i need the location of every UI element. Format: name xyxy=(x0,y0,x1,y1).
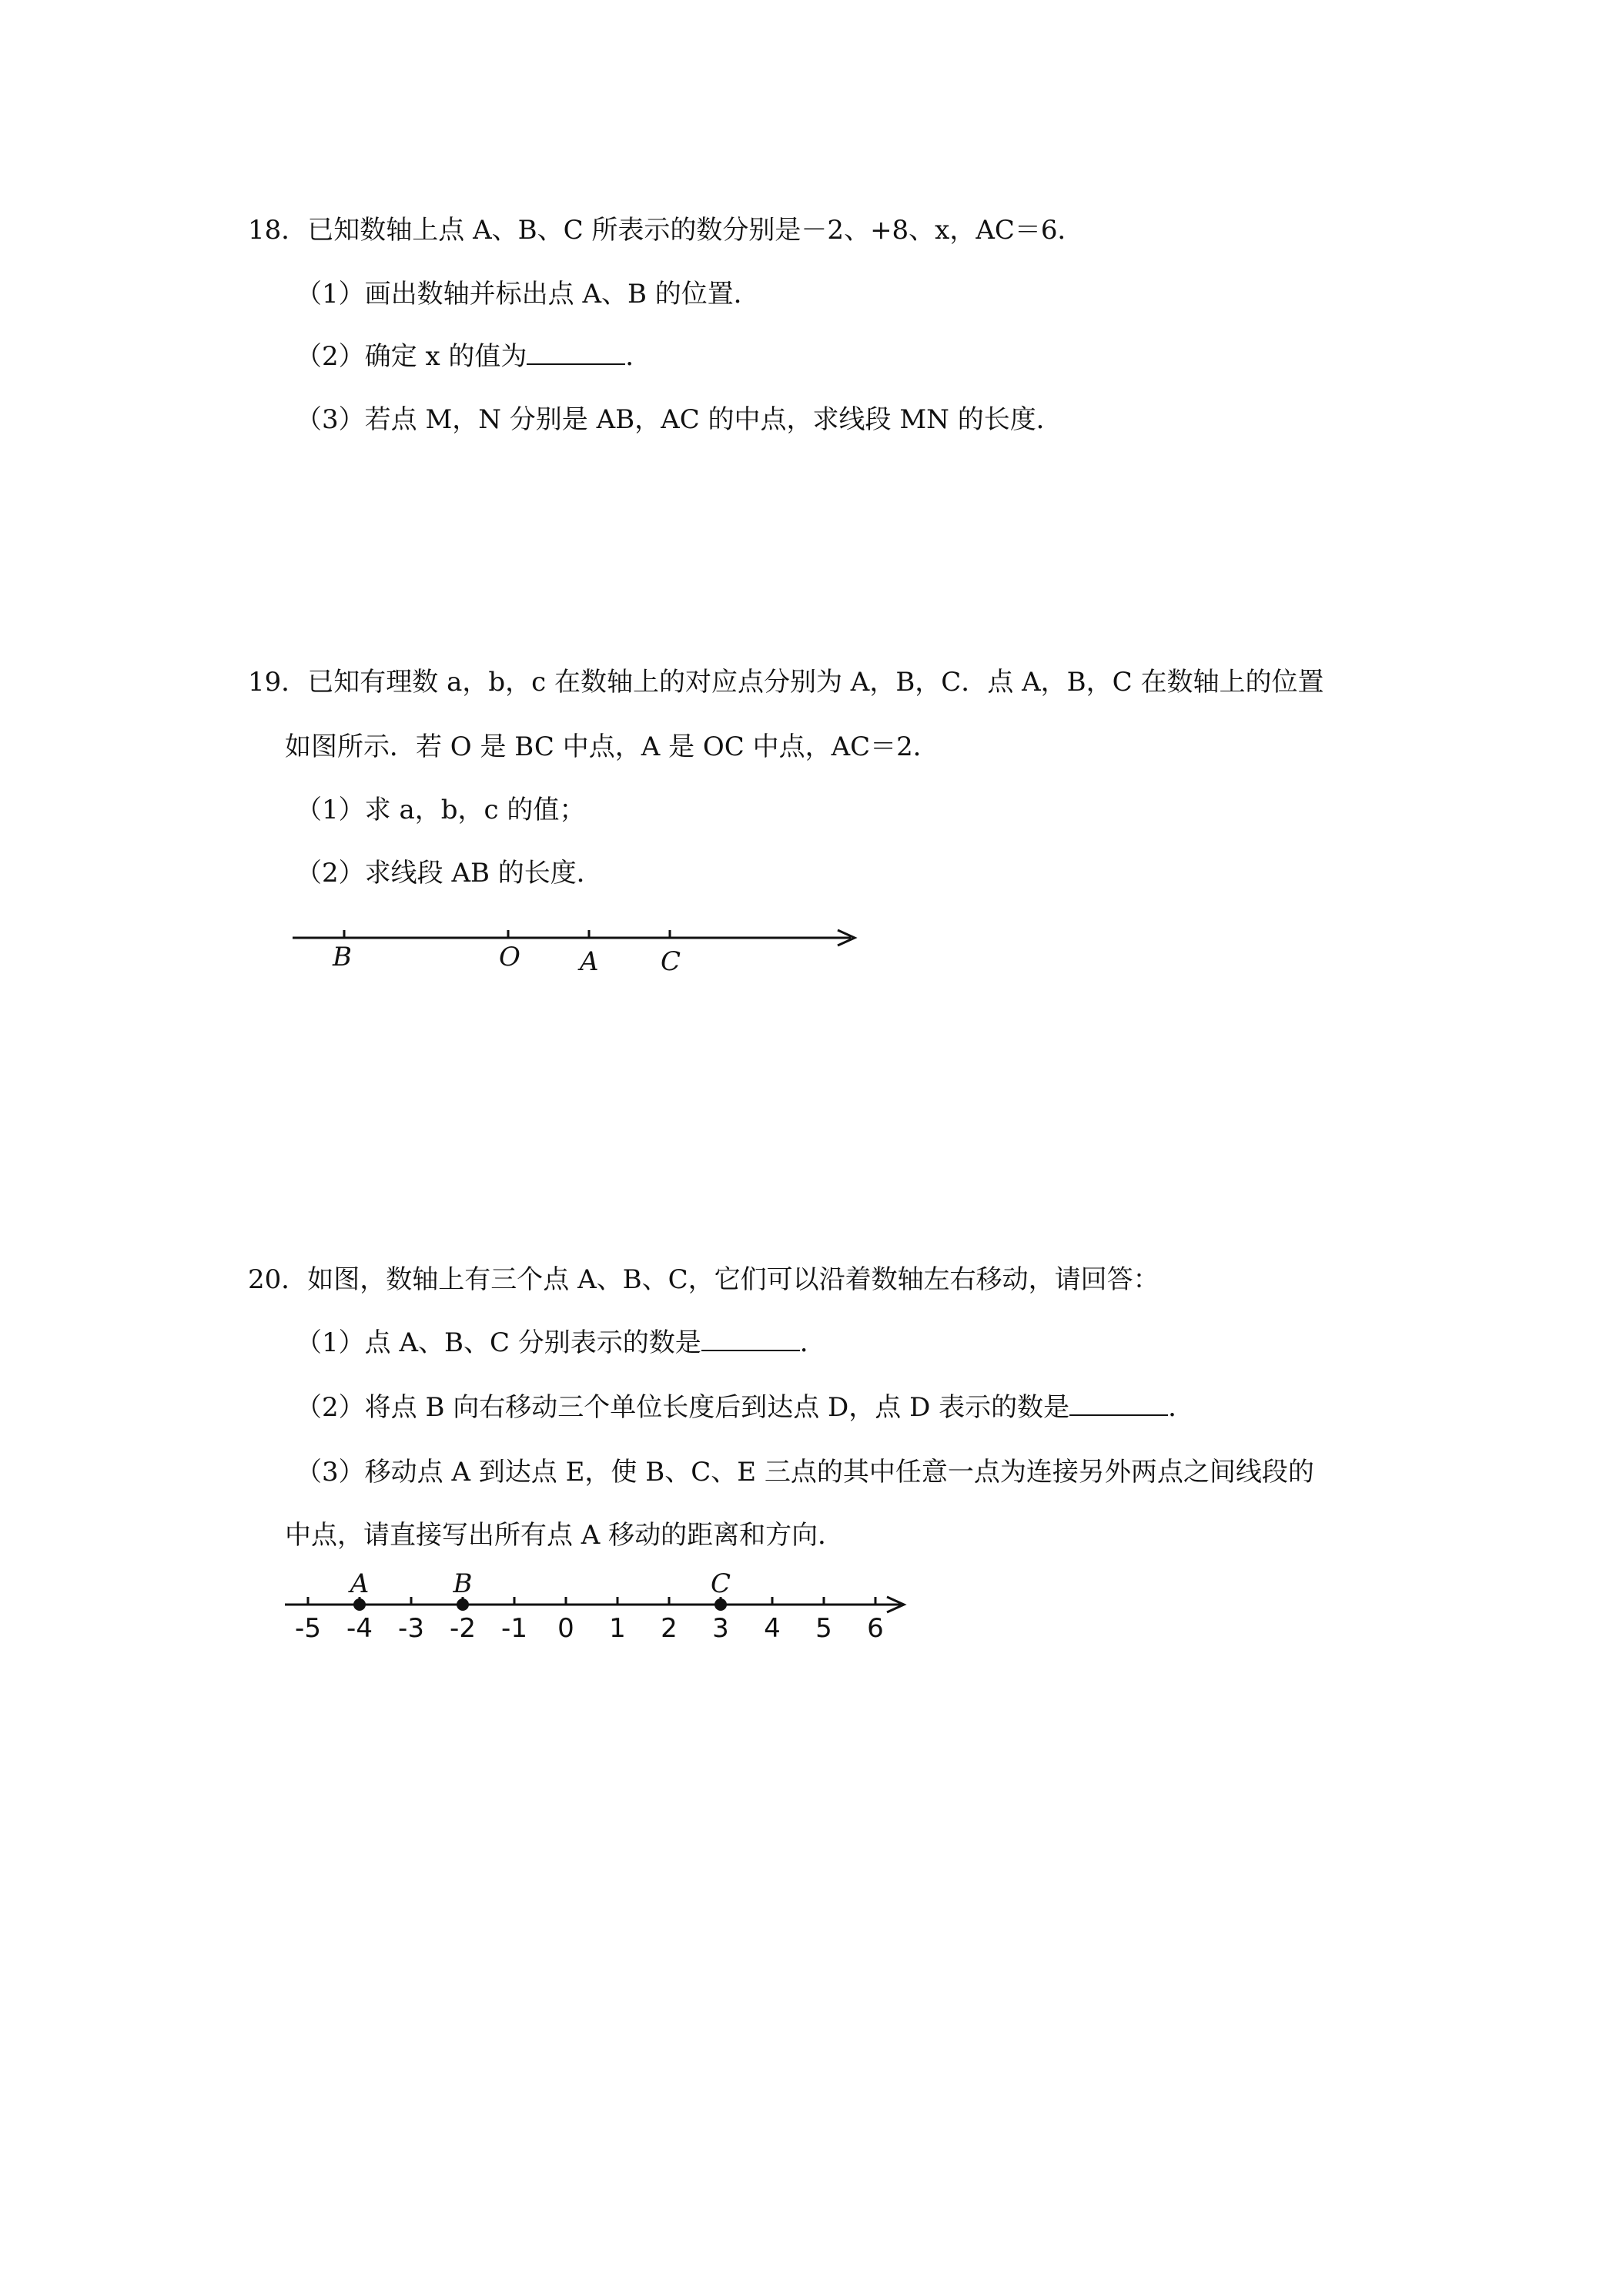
point-label-c: C xyxy=(710,1571,731,1599)
tick-label: 1 xyxy=(609,1613,626,1644)
label-a: A xyxy=(580,946,599,976)
point-a xyxy=(353,1598,366,1611)
tick-label: -1 xyxy=(501,1613,527,1644)
q20-part2-text: （2）将点 B 向右移动三个单位长度后到达点 D，点 D 表示的数是 xyxy=(296,1392,1070,1423)
q20-part2 xyxy=(296,1391,1194,1424)
tick-label: -2 xyxy=(450,1613,476,1644)
q20-number-line xyxy=(277,1571,924,1663)
label-c: C xyxy=(661,946,681,976)
point-c xyxy=(714,1598,727,1611)
q19-part2: （2）求线段 AB 的长度． xyxy=(296,858,603,889)
answer-blank[interactable] xyxy=(527,340,625,365)
point-label-a: A xyxy=(350,1571,370,1599)
point-b xyxy=(457,1598,469,1611)
q20-stem: 20．如图，数轴上有三个点 A、B、C，它们可以沿着数轴左右移动，请回答： xyxy=(248,1264,1160,1295)
q18-stem: 18．已知数轴上点 A、B、C 所表示的数分别是－2、+8、x，AC＝6． xyxy=(248,215,1084,246)
q20-part3-cont: 中点，请直接写出所有点 A 移动的距离和方向． xyxy=(285,1520,845,1551)
q20-part1-end: ． xyxy=(799,1327,826,1358)
tick-label: 5 xyxy=(815,1613,832,1644)
answer-blank[interactable] xyxy=(1069,1391,1168,1416)
q20-part2-end: ． xyxy=(1168,1392,1195,1423)
q19-number-line xyxy=(285,915,870,976)
q18-part3: （3）若点 M，N 分别是 AB，AC 的中点，求线段 MN 的长度． xyxy=(296,404,1062,435)
tick-label: -4 xyxy=(346,1613,373,1644)
point-label-b: B xyxy=(453,1571,473,1599)
q20-part1 xyxy=(296,1326,826,1360)
q18-part2 xyxy=(296,340,651,373)
q18-part2-end: ． xyxy=(625,341,652,372)
q18-part2-text: （2）确定 x 的值为 xyxy=(296,341,527,372)
answer-blank[interactable] xyxy=(701,1327,800,1351)
q19-stem: 19．已知有理数 a，b，c 在数轴上的对应点分别为 A，B，C．点 A，B，C 在数轴上的位置 xyxy=(248,667,1324,698)
q19-part1: （1）求 a，b，c 的值； xyxy=(296,795,586,825)
tick-label: -5 xyxy=(295,1613,321,1644)
label-o: O xyxy=(499,942,520,972)
tick-label: -3 xyxy=(398,1613,424,1644)
tick-label: 4 xyxy=(764,1613,781,1644)
tick-label: 0 xyxy=(557,1613,574,1644)
q20-part3: （3）移动点 A 到达点 E，使 B、C、E 三点的其中任意一点为连接另外两点之间线段的 xyxy=(296,1457,1314,1488)
tick-label: 6 xyxy=(867,1613,884,1644)
q18-part1: （1）画出数轴并标出点 A、B 的位置． xyxy=(296,279,760,310)
q20-part1-text: （1）点 A、B、C 分别表示的数是 xyxy=(296,1327,701,1358)
label-b: B xyxy=(333,942,352,972)
tick-label: 3 xyxy=(712,1613,729,1644)
tick-label: 2 xyxy=(661,1613,678,1644)
q19-stem-cont: 如图所示．若 O 是 BC 中点，A 是 OC 中点，AC＝2． xyxy=(285,731,939,762)
